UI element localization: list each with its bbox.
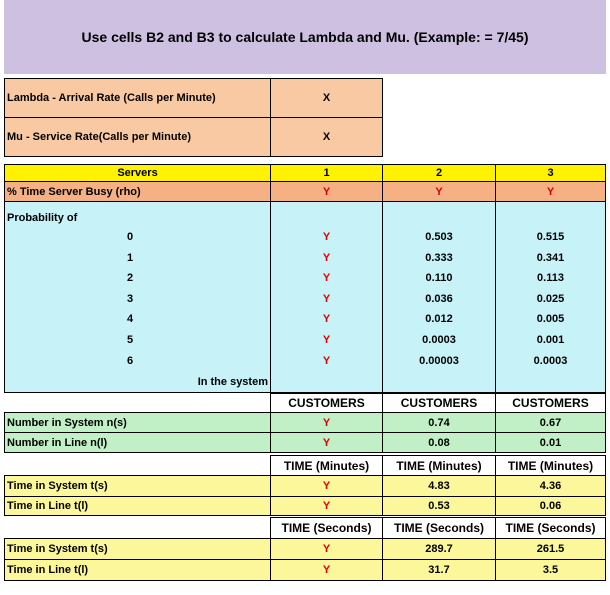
cell-tl-sec-label[interactable]: Time in Line t(l) (4, 559, 271, 581)
probability-c2-5: 0.0003 (422, 334, 456, 346)
probability-n-5: 5 (126, 334, 134, 346)
probability-c1-6: Y (322, 354, 331, 367)
probability-c3-6: 0.0003 (533, 354, 568, 367)
cell-tl-sec-1[interactable]: Y (270, 559, 383, 581)
minutes-blank (4, 455, 271, 476)
probability-c1-3: Y (322, 292, 331, 305)
customers-header-2[interactable]: CUSTOMERS (382, 393, 496, 413)
cell-ts-min-3[interactable]: 4.36 (495, 475, 606, 497)
cell-mu-value[interactable]: X (270, 117, 383, 157)
cell-rho-label[interactable]: % Time Server Busy (rho) (4, 181, 271, 202)
customers-blank (4, 393, 271, 413)
seconds-header-1[interactable]: TIME (Seconds) (270, 517, 383, 539)
probability-n-6: 6 (126, 354, 134, 367)
cell-tl-min-label[interactable]: Time in Line t(l) (4, 496, 271, 516)
cell-servers-2[interactable]: 2 (382, 164, 496, 182)
cell-nl-2[interactable]: 0.08 (382, 432, 496, 453)
cell-ts-min-label[interactable]: Time in System t(s) (4, 475, 271, 497)
cell-tl-min-3[interactable]: 0.06 (495, 496, 606, 516)
probability-c3-1: 0.341 (536, 251, 565, 264)
instruction-banner (4, 0, 606, 74)
cell-lambda-label[interactable]: Lambda - Arrival Rate (Calls per Minute) (4, 78, 271, 118)
probability-c2-0: 0.503 (425, 231, 453, 243)
customers-header-3[interactable]: CUSTOMERS (495, 393, 606, 413)
probability-n-2: 2 (126, 272, 134, 285)
seconds-header-2[interactable]: TIME (Seconds) (382, 517, 496, 539)
cell-lambda-value[interactable]: X (270, 78, 383, 118)
cell-servers-1[interactable]: 1 (270, 164, 383, 182)
cell-ns-label[interactable]: Number in System n(s) (4, 412, 271, 433)
probability-c2-2: 0.110 (425, 272, 453, 285)
cell-ts-min-2[interactable]: 4.83 (382, 475, 496, 497)
probability-c2-4: 0.012 (425, 313, 453, 326)
probability-c3-2: 0.113 (537, 272, 564, 285)
cell-ts-sec-3[interactable]: 261.5 (495, 538, 606, 560)
probability-c1-0: Y (322, 231, 331, 243)
cell-ts-min-1[interactable]: Y (270, 475, 383, 497)
cell-rho-2[interactable]: Y (382, 181, 496, 202)
minutes-header-2[interactable]: TIME (Minutes) (382, 455, 496, 476)
cell-tl-min-2[interactable]: 0.53 (382, 496, 496, 516)
probability-c2-6: 0.00003 (419, 354, 459, 367)
cell-servers-3[interactable]: 3 (495, 164, 606, 182)
cell-servers-label[interactable]: Servers (4, 164, 271, 182)
cell-nl-3[interactable]: 0.01 (495, 432, 606, 453)
probability-c1-1: Y (322, 251, 331, 264)
cell-rho-1[interactable]: Y (270, 181, 383, 202)
cell-rho-3[interactable]: Y (495, 181, 606, 202)
probability-c1-4: Y (322, 313, 331, 326)
probability-n-3: 3 (126, 292, 134, 305)
cell-ns-3[interactable]: 0.67 (495, 412, 606, 433)
probability-c3-4: 0.005 (536, 313, 565, 326)
probability-label: Probability of (7, 212, 78, 224)
probability-c3-3: 0.025 (536, 292, 565, 305)
probability-n-1: 1 (126, 251, 134, 264)
probability-c1-2: Y (322, 272, 331, 285)
cell-nl-1[interactable]: Y (270, 432, 383, 453)
seconds-blank (4, 517, 271, 539)
cell-nl-label[interactable]: Number in Line n(l) (4, 432, 271, 453)
instruction-text: Use cells B2 and B3 to calculate Lambda and Mu. (Example: = 7/45) (81, 29, 529, 45)
cell-tl-min-1[interactable]: Y (270, 496, 383, 516)
probability-c3-0: 0.515 (536, 231, 565, 243)
probability-footer: In the system (197, 376, 268, 388)
cell-ts-sec-2[interactable]: 289.7 (382, 538, 496, 560)
probability-c1-5: Y (322, 334, 331, 346)
cell-mu-label[interactable]: Mu - Service Rate(Calls per Minute) (4, 117, 271, 157)
probability-c2-1: 0.333 (425, 251, 453, 264)
cell-ns-2[interactable]: 0.74 (382, 412, 496, 433)
cell-ts-sec-label[interactable]: Time in System t(s) (4, 538, 271, 560)
cell-ns-1[interactable]: Y (270, 412, 383, 433)
probability-n-4: 4 (126, 313, 134, 326)
customers-header-1[interactable]: CUSTOMERS (270, 393, 383, 413)
minutes-header-3[interactable]: TIME (Minutes) (495, 455, 606, 476)
minutes-header-1[interactable]: TIME (Minutes) (270, 455, 383, 476)
cell-tl-sec-2[interactable]: 31.7 (382, 559, 496, 581)
cell-tl-sec-3[interactable]: 3.5 (495, 559, 606, 581)
cell-ts-sec-1[interactable]: Y (270, 538, 383, 560)
probability-c2-3: 0.036 (425, 292, 453, 305)
probability-c3-5: 0.001 (536, 334, 565, 346)
probability-n-0: 0 (126, 231, 134, 243)
seconds-header-3[interactable]: TIME (Seconds) (495, 517, 606, 539)
